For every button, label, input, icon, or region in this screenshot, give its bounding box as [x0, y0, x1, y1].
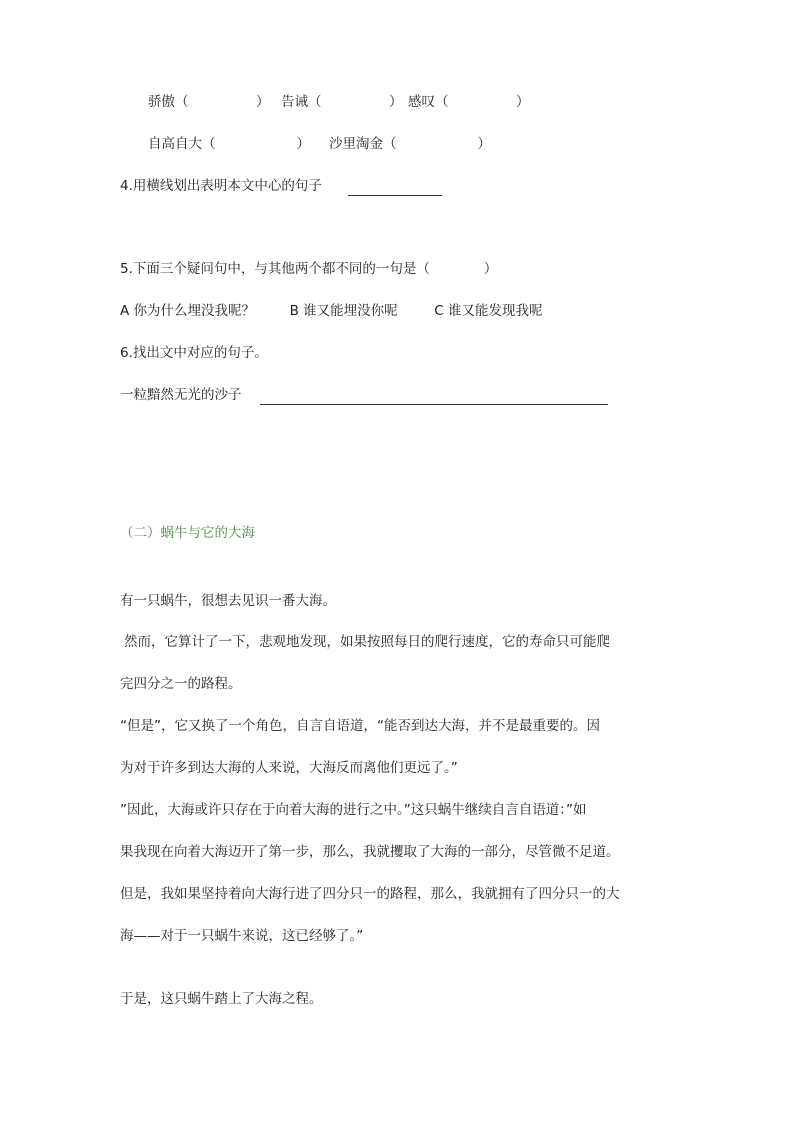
vocab-item-zigaozida: 自高自大（ ）	[148, 136, 310, 152]
vocab-item-jiaoao: 骄傲（ ）	[148, 94, 270, 110]
vocab-item-shalitaojin: 沙里淘金（ ）	[329, 136, 491, 152]
passage-line: 然而，它算计了一下，悲观地发现，如果按照每日的爬行速度，它的寿命只可能爬	[124, 634, 610, 650]
option-c[interactable]: C 谁又能发现我呢	[434, 303, 543, 319]
question-6-text: 6.找出文中对应的句子。	[120, 345, 268, 361]
passage-line: 海——对于一只蜗牛来说，这已经够了。”	[120, 928, 364, 944]
question-4-text: 4.用横线划出表明本文中心的句子	[120, 178, 322, 194]
answer-line[interactable]	[348, 181, 442, 196]
vocab-item-gantan: 感叹（ ）	[408, 94, 530, 110]
vocab-item-gaojie: 告诫（ ）	[281, 94, 403, 110]
passage-line: ”因此，大海或许只存在于向着大海的进行之中。”这只蜗牛继续自言自语道：”如	[120, 802, 587, 818]
passage-line: “但是”，它又换了一个角色，自言自语道，“能否到达大海，并不是最重要的。因	[120, 718, 600, 734]
passage-line: 为对于许多到达大海的人来说，大海反而离他们更远了。”	[120, 760, 458, 776]
question-5-options	[120, 301, 543, 321]
question-6-prompt: 一粒黯然无光的沙子	[120, 387, 242, 403]
passage-line: 完四分之一的路程。	[120, 676, 242, 692]
passage-line: 于是，这只蜗牛踏上了大海之程。	[120, 991, 323, 1007]
passage-line: 果我现在向着大海迈开了第一步，那么，我就攫取了大海的一部分，尽管微不足道。	[120, 844, 620, 860]
passage-line: 但是，我如果坚持着向大海行进了四分只一的路程，那么，我就拥有了四分只一的大	[120, 886, 620, 902]
passage-title: （二）蜗牛与它的大海	[120, 525, 255, 541]
question-6-prompt-row	[120, 385, 608, 405]
answer-line[interactable]	[260, 390, 608, 405]
question-5-text: 5.下面三个疑问句中，与其他两个都不同的一句是（ ）	[120, 261, 498, 277]
option-a[interactable]: A 你为什么埋没我呢？	[120, 303, 256, 319]
question-4	[120, 176, 442, 196]
option-b[interactable]: B 谁又能埋没你呢	[289, 303, 398, 319]
passage-line: 有一只蜗牛，很想去见识一番大海。	[120, 593, 336, 609]
